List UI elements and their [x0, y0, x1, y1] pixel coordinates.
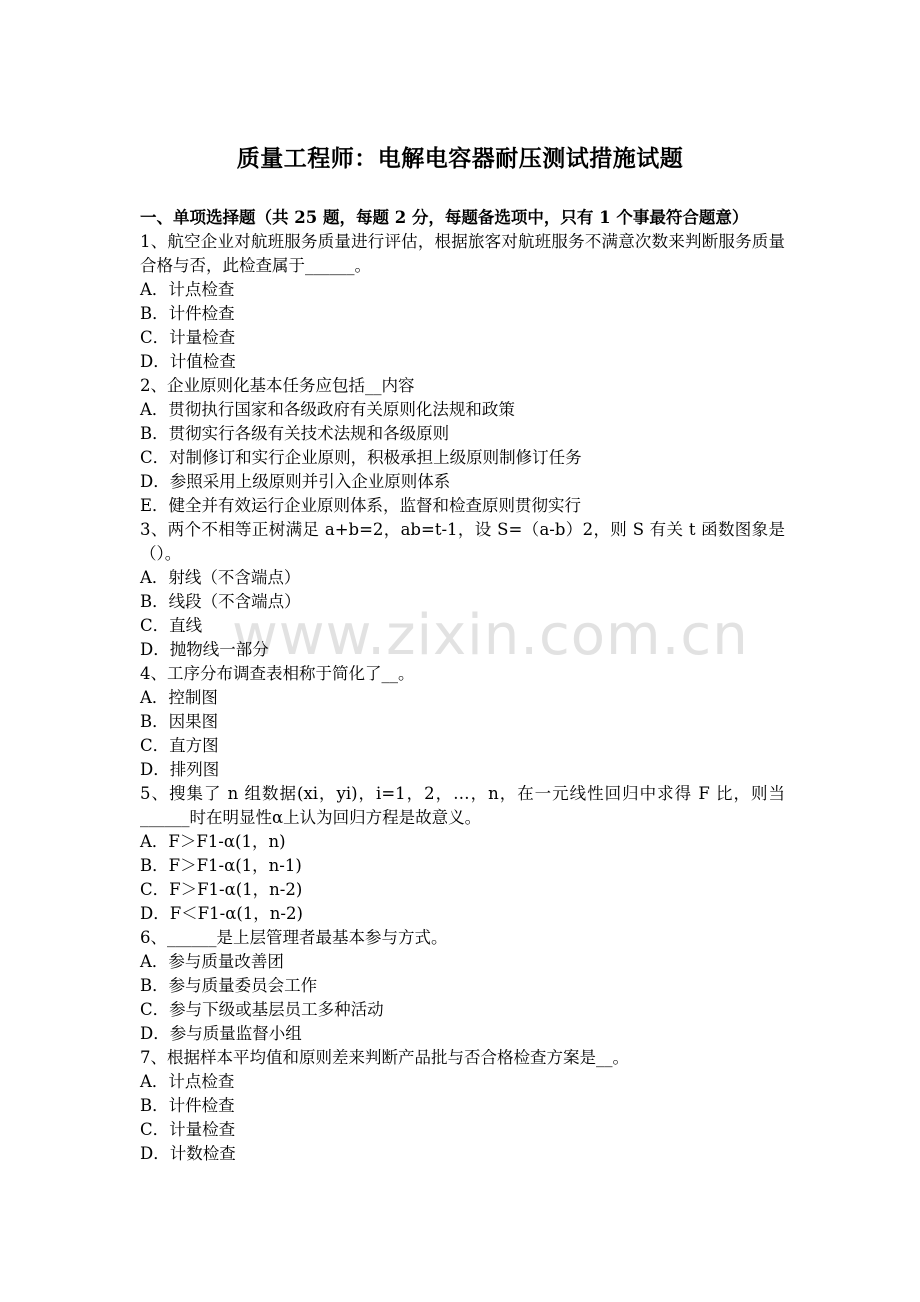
option-d: D．参照采用上级原则并引入企业原则体系 [140, 472, 451, 491]
option-c: C．直方图 [140, 736, 219, 755]
option-a: A．射线（不含端点） [140, 568, 301, 587]
question-stem: 3、两个不相等正树满足 a+b=2，ab=t-1，设 S=（a-b）2，则 S 有关 t 函数图象是（）。 [140, 520, 785, 563]
option-b: B．参与质量委员会工作 [140, 976, 318, 995]
option-c: C．参与下级或基层员工多种活动 [140, 1000, 384, 1019]
option-d: D．排列图 [140, 760, 220, 779]
question-2 [140, 374, 785, 518]
option-a: A．计点检查 [140, 280, 235, 299]
question-stem: 5、搜集了 n 组数据(xi，yi)，i=1，2，…，n，在一元线性回归中求得 F 比，则当______时在明显性α上认为回归方程是故意义。 [140, 784, 785, 827]
option-d: D．计数检查 [140, 1144, 236, 1163]
section-heading: 一、单项选择题（共 25 题，每题 2 分，每题备选项中，只有 1 个事最符合题意） [140, 208, 749, 227]
page-title: 质量工程师：电解电容器耐压测试措施试题 [236, 146, 684, 172]
question-stem: 4、工序分布调查表相称于简化了__。 [140, 664, 415, 683]
question-5 [140, 782, 785, 926]
option-b: B．因果图 [140, 712, 219, 731]
document-body [140, 206, 785, 1166]
option-b: B．计件检查 [140, 304, 235, 323]
option-c: C．直线 [140, 616, 203, 635]
option-b: B．F＞F1-α(1，n-1) [140, 856, 302, 875]
option-d: D．计值检查 [140, 352, 236, 371]
option-c: C．计量检查 [140, 328, 236, 347]
question-3 [140, 518, 785, 662]
option-a: A．控制图 [140, 688, 218, 707]
option-a: A．计点检查 [140, 1072, 235, 1091]
option-c: C．计量检查 [140, 1120, 236, 1139]
option-a: A．贯彻执行国家和各级政府有关原则化法规和政策 [140, 400, 515, 419]
question-stem: 2、企业原则化基本任务应包括__内容 [140, 376, 415, 395]
option-b: B．贯彻实行各级有关技术法规和各级原则 [140, 424, 450, 443]
question-4 [140, 662, 785, 782]
option-b: B．计件检查 [140, 1096, 235, 1115]
question-stem: 7、根据样本平均值和原则差来判断产品批与否合格检查方案是__。 [140, 1048, 629, 1067]
question-7 [140, 1046, 785, 1166]
question-6 [140, 926, 785, 1046]
question-stem: 6、______是上层管理者最基本参与方式。 [140, 928, 448, 947]
option-d: D．参与质量监督小组 [140, 1024, 302, 1043]
option-e: E．健全并有效运行企业原则体系，监督和检查原则贯彻实行 [140, 496, 582, 515]
watermark: www.zixin.com.cn [232, 603, 749, 668]
option-b: B．线段（不含端点） [140, 592, 301, 611]
option-a: A．参与质量改善团 [140, 952, 284, 971]
option-d: D．抛物线一部分 [140, 640, 269, 659]
option-a: A．F＞F1-α(1，n) [140, 832, 286, 851]
question-stem: 1、航空企业对航班服务质量进行评估，根据旅客对航班服务不满意次数来判断服务质量合格与否，此检查属于______。 [140, 232, 785, 275]
option-d: D．F＜F1-α(1，n-2) [140, 904, 303, 923]
option-c: C．对制修订和实行企业原则，积极承担上级原则制修订任务 [140, 448, 582, 467]
question-1 [140, 230, 785, 374]
option-c: C．F＞F1-α(1，n-2) [140, 880, 303, 899]
